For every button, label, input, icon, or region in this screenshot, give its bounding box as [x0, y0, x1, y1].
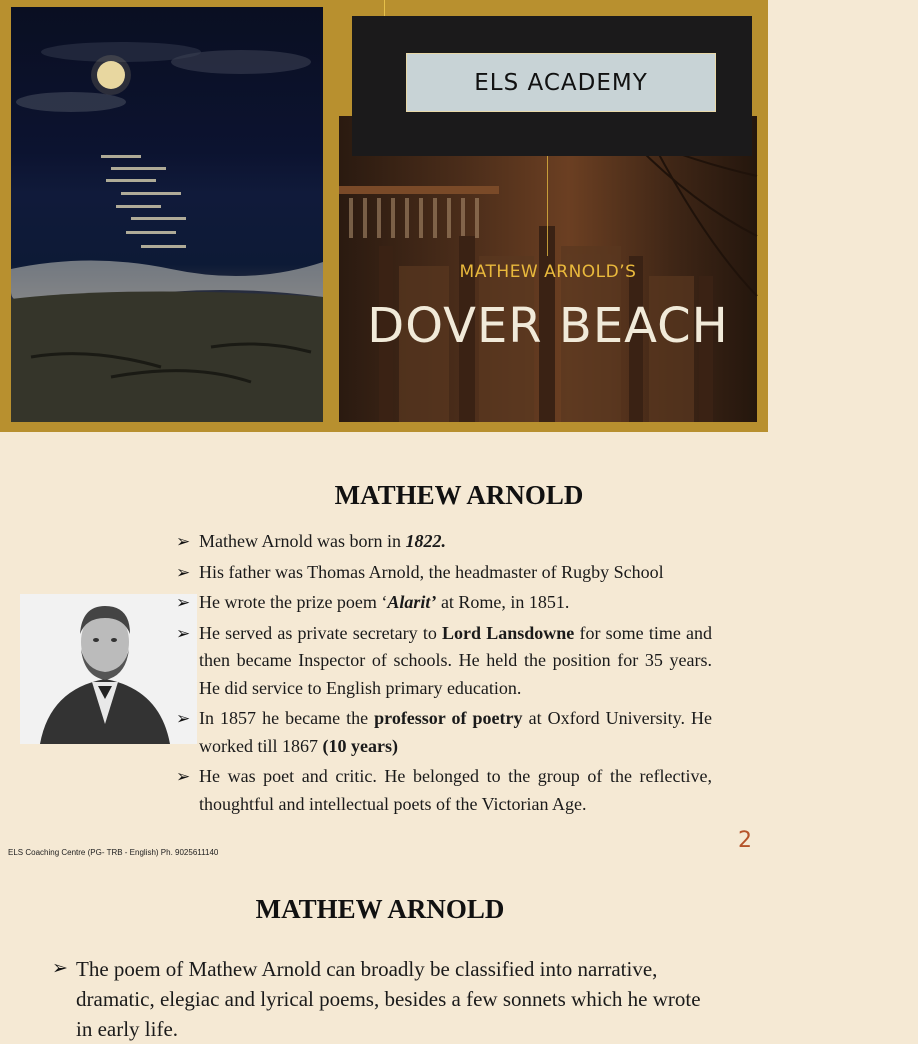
arrowhead-bullet-icon: ➢	[176, 767, 191, 786]
bullet-item	[176, 763, 712, 818]
arrowhead-bullet-icon: ➢	[176, 593, 191, 612]
arrowhead-bullet-icon: ➢	[176, 623, 191, 643]
arrowhead-bullet-icon: ➢	[52, 958, 68, 979]
bullet-item	[176, 528, 712, 556]
bullet-item	[52, 954, 712, 1044]
bullet-text: He served as private secretary to	[199, 622, 443, 643]
bullet-text: for some time and then became Inspector of schools. He held the position for 35 years. He did service to English primary education.	[199, 622, 712, 698]
arrowhead-bullet-icon: ➢	[176, 532, 191, 551]
bullet-text: Mathew Arnold was born in	[199, 531, 406, 551]
academy-title: ELS ACADEMY	[474, 69, 648, 96]
bullet-text: at Oxford University. He worked till 1867	[199, 708, 712, 756]
bullet-text: He was poet and critic. He belonged to the group of the reflective, thoughtful and intellectual poets of the Victorian Age.	[199, 766, 712, 814]
bullet-text: Alarit’	[387, 592, 437, 612]
bullet-text: professor of poetry	[374, 708, 523, 728]
bullet-text: Lord Lansdowne	[442, 622, 575, 643]
academy-box	[406, 53, 716, 112]
slide-footer: ELS Coaching Centre (PG- TRB - English) Ph. 9025611140	[8, 848, 219, 857]
biography-bullet-list	[176, 528, 712, 821]
slide-heading: MATHEW ARNOLD	[255, 894, 505, 924]
moonlit-sea-image	[11, 7, 323, 422]
bullet-text: (10 years)	[322, 735, 398, 756]
bullet-text: His father was Thomas Arnold, the headmaster of Rugby School	[199, 561, 664, 582]
author-portrait	[20, 594, 197, 744]
accent-line-vertical	[547, 156, 548, 256]
arrowhead-bullet-icon: ➢	[176, 562, 191, 582]
classification-bullet-list	[52, 954, 712, 1044]
bullet-text: 1822.	[405, 531, 446, 551]
page-number: 2	[738, 828, 752, 853]
bullet-item	[176, 589, 712, 617]
poem-author-subtitle: MATHEW ARNOLD’S	[459, 262, 637, 282]
accent-line	[384, 0, 385, 16]
title-slide	[0, 0, 768, 432]
slide-heading: MATHEW ARNOLD	[334, 480, 584, 510]
poem-title: DOVER BEACH	[367, 298, 729, 354]
bullet-text: In 1857 he became the	[199, 708, 375, 728]
bullet-item	[176, 559, 712, 587]
bullet-text: He wrote the prize poem ‘	[199, 592, 388, 612]
bullet-text: The poem of Mathew Arnold can broadly be classified into narrative, dramatic, elegiac and lyrical poems, besides a few sonnets which he wrote in early life.	[76, 957, 701, 1041]
classification-slide	[0, 872, 768, 1041]
bullet-item	[176, 705, 712, 760]
bullet-text: at Rome, in 1851.	[436, 592, 570, 612]
bullet-item	[176, 620, 712, 703]
arrowhead-bullet-icon: ➢	[176, 709, 191, 728]
biography-slide	[0, 432, 768, 872]
